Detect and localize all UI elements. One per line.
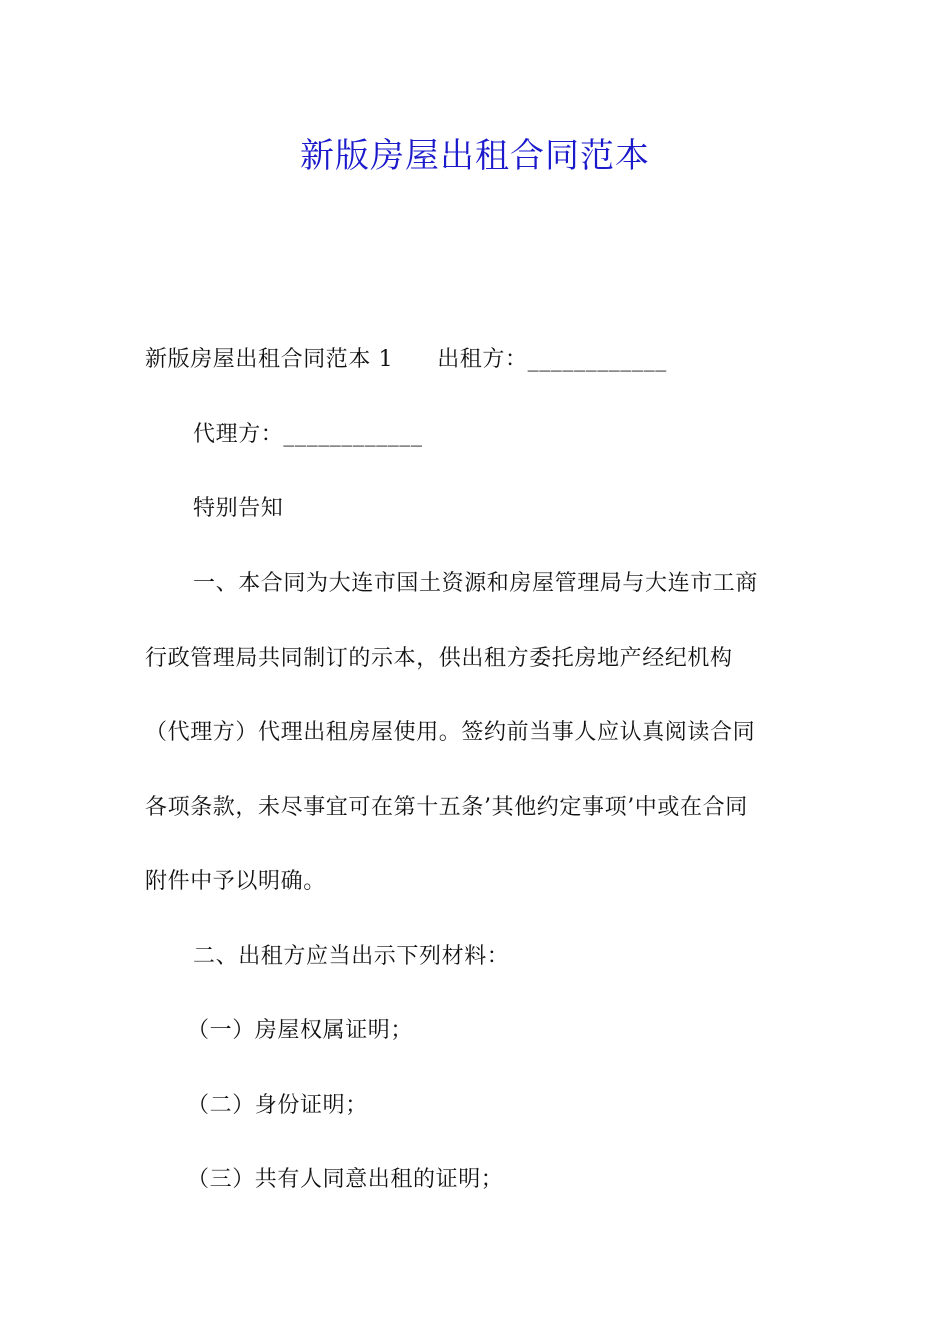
list-item: （二）身份证明； xyxy=(187,1093,368,1118)
notice-heading: 特别告知 xyxy=(193,496,284,521)
agent-label: 代理方： xyxy=(193,422,284,447)
list-item: （三）共有人同意出租的证明； xyxy=(187,1167,504,1192)
paragraph1-line3: （代理方）代理出租房屋使用。签约前当事人应认真阅读合同 xyxy=(145,720,756,745)
lessor-label: 出租方： xyxy=(437,347,528,372)
document-title: 新版房屋出租合同范本 xyxy=(300,136,650,176)
paragraph1-line1: 一、本合同为大连市国土资源和房屋管理局与大连市工商 xyxy=(193,571,759,596)
paragraph1-line5: 附件中予以明确。 xyxy=(145,869,326,894)
agent-blank: ____________ xyxy=(283,422,423,447)
agent-line xyxy=(193,421,810,449)
paragraph1-line2: 行政管理局共同制订的示本，供出租方委托房地产经纪机构 xyxy=(145,646,733,671)
paragraph2-heading: 二、出租方应当出示下列材料： xyxy=(193,944,510,969)
header-line xyxy=(145,346,810,374)
doc-label: 新版房屋出租合同范本 1 xyxy=(145,347,394,372)
paragraph1-line4: 各项条款，未尽事宜可在第十五条’其他约定事项’中或在合同 xyxy=(145,795,748,820)
list-item: （一）房屋权属证明； xyxy=(187,1018,414,1043)
lessor-blank: ____________ xyxy=(527,347,667,372)
